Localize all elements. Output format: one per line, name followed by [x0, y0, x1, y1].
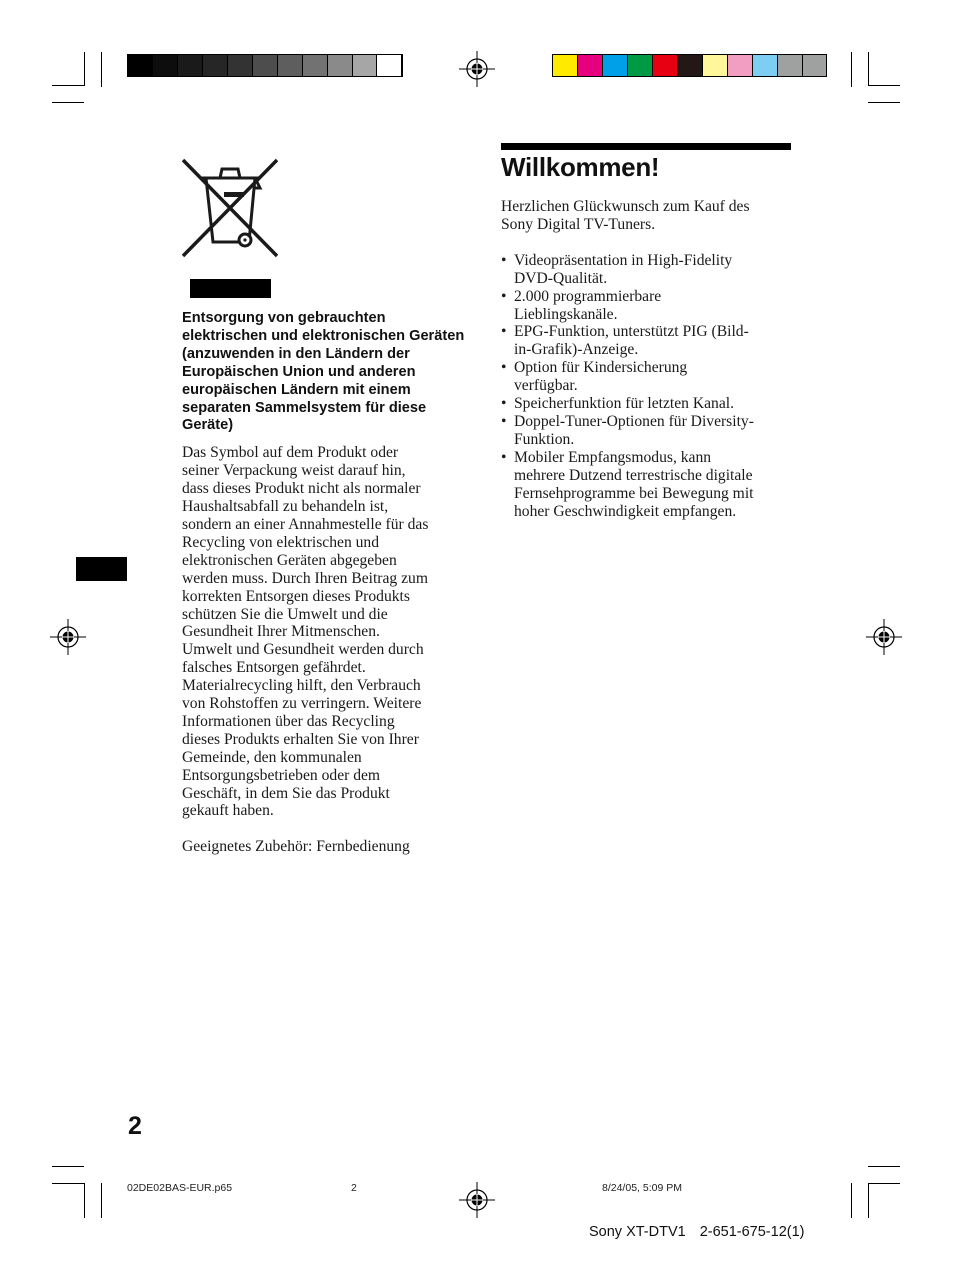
body-line: Geschäft, in dem Sie das Produkt: [182, 784, 390, 802]
item-line: EPG-Funktion, unterstützt PIG (Bild-: [514, 323, 749, 341]
item-line: Videopräsentation in High-Fidelity: [514, 251, 733, 269]
item-line: verfügbar.: [514, 377, 578, 395]
body-line: elektronischen Geräten abgegeben: [182, 551, 397, 569]
bullet-mark: •: [501, 412, 507, 430]
body-line: dass dieses Produkt nicht als normaler: [182, 480, 421, 498]
model-name: Sony XT-DTV1: [589, 1224, 686, 1240]
body-line: von Rohstoffen zu verringern. Weitere: [182, 695, 422, 713]
gray-swatch: [302, 54, 328, 77]
bullet-mark: •: [501, 395, 507, 413]
slug-filename: 02DE02BAS-EUR.p65: [127, 1182, 233, 1194]
crop-mark: [52, 85, 84, 86]
color-swatch: [677, 54, 703, 77]
color-swatch: [652, 54, 678, 77]
crop-mark: [101, 52, 102, 87]
body-line: Umwelt und Gesundheit werden durch: [182, 641, 424, 659]
item-line: in-Grafik)-Anzeige.: [514, 341, 639, 359]
body-line: Informationen über das Recycling: [182, 712, 395, 730]
color-swatch: [627, 54, 653, 77]
body-line: sondern an einer Annahmestelle für das: [182, 515, 429, 533]
intro-line: Sony Digital TV-Tuners.: [501, 215, 656, 233]
gray-swatch: [152, 54, 178, 77]
feature-list: [501, 252, 796, 521]
welcome-rule: [501, 143, 791, 150]
list-item: [501, 395, 796, 413]
color-swatch: [577, 54, 603, 77]
list-item: [501, 288, 796, 324]
item-line: 2.000 programmierbare: [514, 287, 662, 305]
crop-mark: [868, 52, 869, 86]
gray-swatch: [127, 54, 153, 77]
body-line: Entsorgungsbetrieben oder dem: [182, 766, 381, 784]
body-line: falsches Entsorgen gefährdet.: [182, 659, 366, 677]
body-line: Das Symbol auf dem Produkt oder: [182, 444, 399, 462]
body-line: werden muss. Durch Ihren Beitrag zum: [182, 569, 428, 587]
section-tab: [76, 557, 127, 581]
crop-mark: [84, 52, 85, 86]
slug-model-line: [589, 1224, 805, 1240]
color-swatch: [702, 54, 728, 77]
gray-swatch: [227, 54, 253, 77]
item-line: Doppel-Tuner-Optionen für Diversity-: [514, 412, 754, 430]
gray-swatch: [202, 54, 228, 77]
item-line: Fernsehprogramme bei Bewegung mit: [514, 484, 754, 502]
crop-mark: [84, 1183, 85, 1218]
slug-datetime: 8/24/05, 5:09 PM: [602, 1182, 682, 1194]
item-line: DVD-Qualität.: [514, 269, 608, 287]
bullet-mark: •: [501, 251, 507, 269]
gray-swatch: [376, 54, 402, 77]
crop-mark: [868, 1166, 900, 1167]
bullet-mark: •: [501, 359, 507, 377]
body-line: korrekten Entsorgen dieses Produkts: [182, 587, 410, 605]
color-swatch: [777, 54, 803, 77]
crossed-out-wheelie-bin-icon: [180, 158, 278, 260]
welcome-title: Willkommen!: [501, 152, 660, 182]
crop-mark: [52, 1183, 84, 1184]
gray-swatch: [177, 54, 203, 77]
registration-mark-icon: [459, 1182, 495, 1218]
body-line: Recycling von elektrischen und: [182, 533, 380, 551]
bullet-mark: •: [501, 287, 507, 305]
list-item: [501, 323, 796, 359]
item-line: Lieblingskanäle.: [514, 305, 618, 323]
crop-mark: [52, 102, 84, 103]
item-line: Mobiler Empfangsmodus, kann: [514, 448, 712, 466]
registration-mark-icon: [459, 51, 495, 87]
page-number: 2: [128, 1112, 142, 1140]
disposal-section: [182, 310, 482, 856]
list-item: [501, 449, 796, 521]
item-line: hoher Geschwindigkeit empfangen.: [514, 502, 737, 520]
registration-mark-icon: [50, 619, 86, 655]
body-line: schützen Sie die Umwelt und die: [182, 605, 388, 623]
body-line: gekauft haben.: [182, 802, 274, 820]
crop-mark: [851, 1183, 852, 1218]
registration-mark-icon: [866, 619, 902, 655]
crop-mark: [868, 1183, 869, 1218]
gray-swatch: [252, 54, 278, 77]
body-line: Haushaltsabfall zu behandeln ist,: [182, 498, 389, 516]
list-item: [501, 359, 796, 395]
color-swatch: [727, 54, 753, 77]
intro-line: Herzlichen Glückwunsch zum Kauf des: [501, 198, 750, 215]
body-line: Materialrecycling hilft, den Verbrauch: [182, 677, 421, 695]
list-item: [501, 413, 796, 449]
crop-mark: [52, 1166, 84, 1167]
crop-mark: [868, 85, 900, 86]
item-line: Option für Kindersicherung: [514, 359, 688, 377]
disposal-heading: Entsorgung von gebrauchten elektrischen und elektronischen Geräten (anzuwenden in den Ländern der Europäischen Union und anderen europäischen Ländern mit einem separaten Sammelsystem für diese Geräte): [182, 310, 465, 434]
color-swatch: [752, 54, 778, 77]
color-swatch: [602, 54, 628, 77]
gray-swatch: [352, 54, 378, 77]
crop-mark: [868, 1183, 900, 1184]
disposal-body: [182, 444, 482, 820]
disposal-symbol-bar: [190, 279, 271, 298]
color-swatch: [802, 54, 827, 77]
body-line: seiner Verpackung weist darauf hin,: [182, 462, 406, 480]
color-swatch: [552, 54, 578, 77]
slug-page: 2: [351, 1182, 357, 1194]
crop-mark: [868, 102, 900, 103]
item-line: mehrere Dutzend terrestrische digitale: [514, 466, 753, 484]
crop-mark: [101, 1183, 102, 1218]
crop-mark: [851, 52, 852, 87]
body-line: dieses Produkts erhalten Sie von Ihrer: [182, 730, 419, 748]
gray-swatch: [327, 54, 353, 77]
body-line: Gemeinde, den kommunalen: [182, 748, 362, 766]
gray-swatch: [277, 54, 303, 77]
list-item: [501, 252, 796, 288]
bullet-mark: •: [501, 448, 507, 466]
accessory-note: Geeignetes Zubehör: Fernbedienung: [182, 838, 410, 856]
item-line: Funktion.: [514, 430, 575, 448]
bullet-mark: •: [501, 323, 507, 341]
body-line: Gesundheit Ihrer Mitmenschen.: [182, 623, 380, 641]
item-line: Speicherfunktion für letzten Kanal.: [514, 395, 734, 413]
part-number: 2-651-675-12(1): [699, 1224, 805, 1240]
welcome-section: [501, 198, 796, 520]
